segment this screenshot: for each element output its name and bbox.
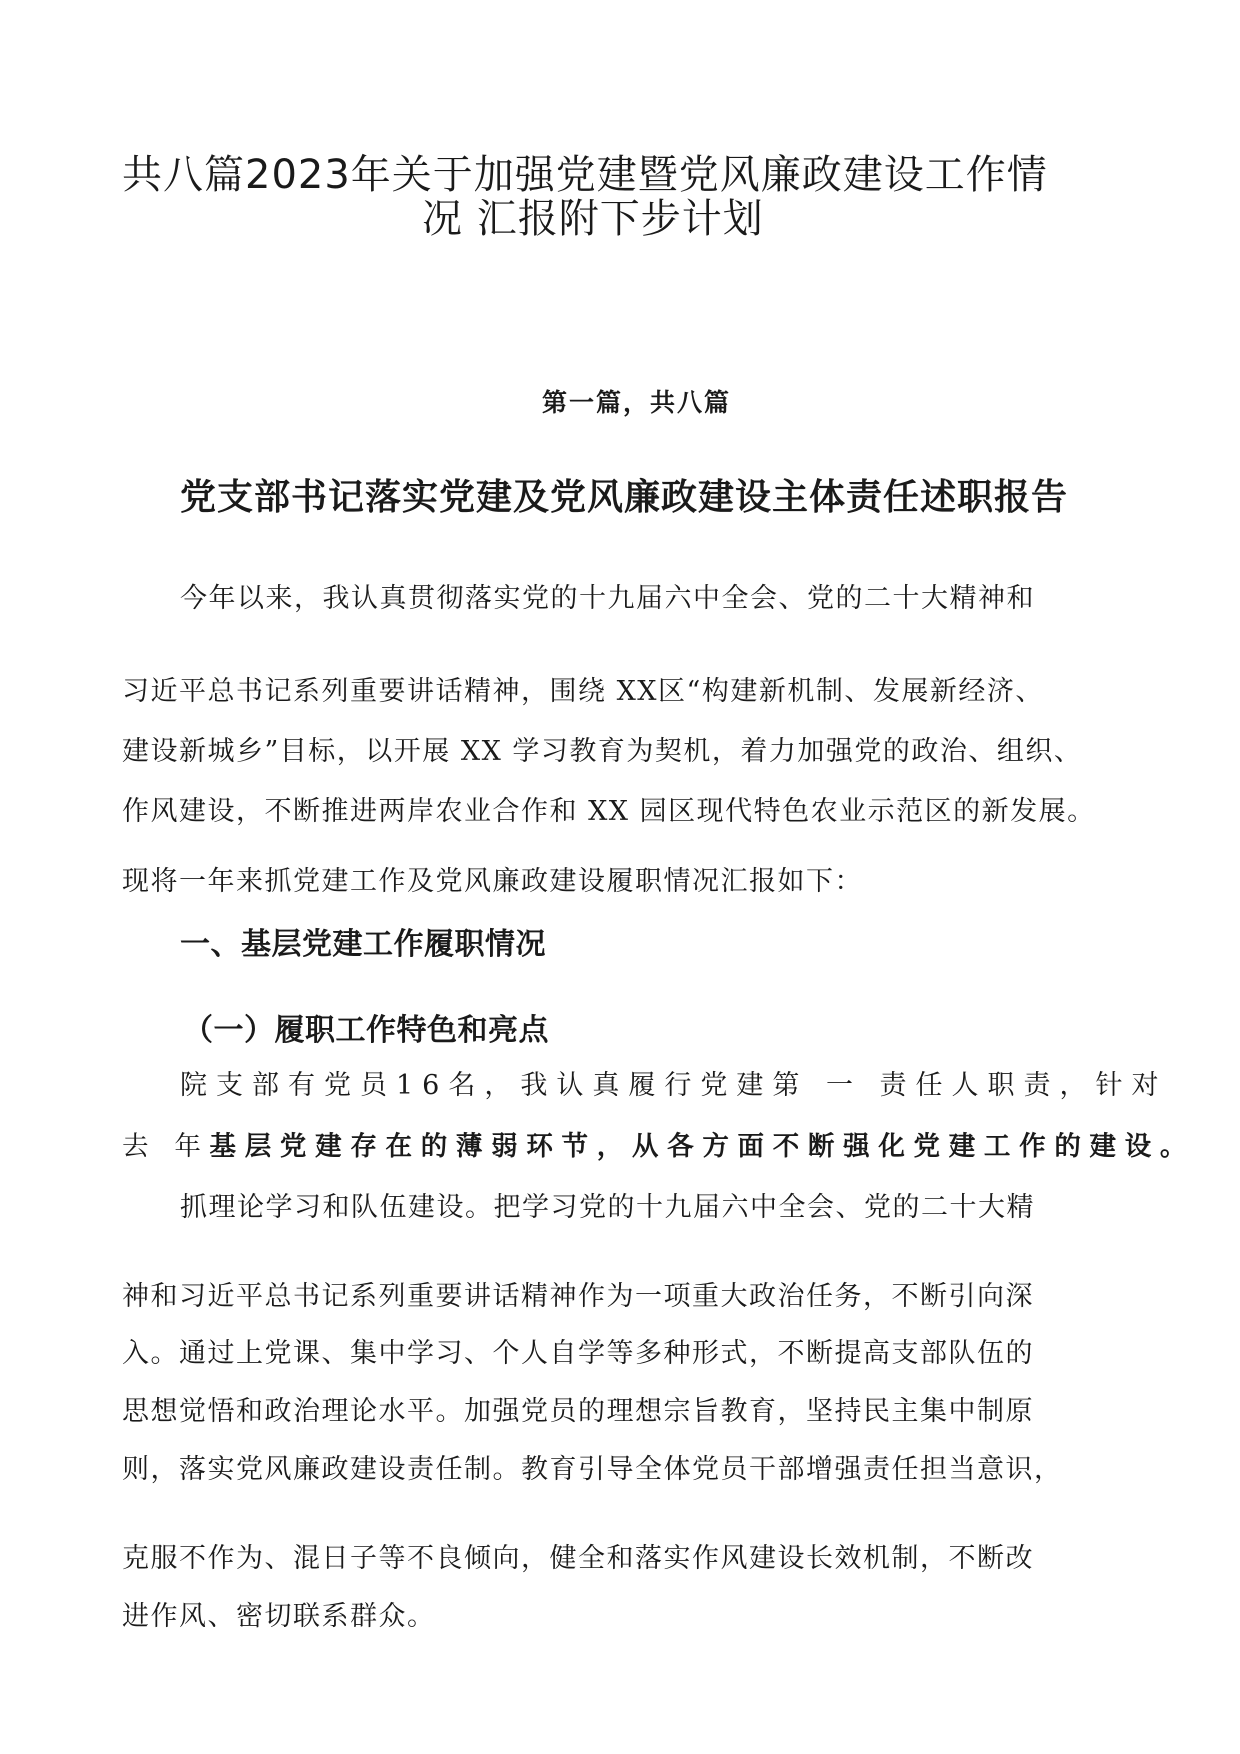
document-title-line-2: 况 汇报附下步计划 bbox=[422, 196, 764, 242]
section-heading: 一、基层党建工作履职情况 bbox=[180, 927, 546, 962]
subsection-heading: （一）履职工作特色和亮点 bbox=[183, 1013, 549, 1048]
para2-line-5: 则，落实党风廉政建设责任制。教育引导全体党员干部增强责任担当意识， bbox=[122, 1454, 1063, 1485]
intro-line-3: 建设新城乡”目标，以开展 XX 学习教育为契机，着力加强党的政治、组织、 bbox=[122, 736, 1083, 767]
report-title: 党支部书记落实党建及党风廉政建设主体责任述职报告 bbox=[180, 477, 1069, 518]
para2-line-6: 克服不作为、混日子等不良倾向，健全和落实作风建设长效机制，不断改 bbox=[122, 1543, 1034, 1574]
para2-line-1: 抓理论学习和队伍建设。把学习党的十九届六中全会、党的二十大精 bbox=[180, 1192, 1035, 1223]
para2-line-7: 进作风、密切联系群众。 bbox=[122, 1601, 436, 1632]
para1-line-2 bbox=[122, 1131, 1196, 1162]
para2-line-4: 思想觉悟和政治理论水平。加强党员的理想宗旨教育，坚持民主集中制原 bbox=[122, 1396, 1034, 1427]
intro-line-5: 现将一年来抓党建工作及党风廉政建设履职情况汇报如下： bbox=[122, 866, 863, 897]
intro-line-1: 今年以来，我认真贯彻落实党的十九届六中全会、党的二十大精神和 bbox=[180, 583, 1035, 614]
para2-line-2: 神和习近平总书记系列重要讲话精神作为一项重大政治任务，不断引向深 bbox=[122, 1281, 1034, 1312]
intro-line-4: 作风建设，不断推进两岸农业合作和 XX 园区现代特色农业示范区的新发展。 bbox=[122, 796, 1096, 827]
part-label: 第一篇，共八篇 bbox=[542, 388, 732, 417]
para1-line-1: 院支部有党员16名，我认真履行党建第 一 责任人职责，针对 bbox=[180, 1070, 1168, 1101]
para1-line-2-bold: 基层党建存在的薄弱环节，从各方面不断强化党建工作的建设。 bbox=[209, 1131, 1196, 1162]
para1-line-2-normal: 去 年 bbox=[122, 1131, 210, 1162]
intro-line-2: 习近平总书记系列重要讲话精神，围绕 XX区“构建新机制、发展新经济、 bbox=[122, 676, 1044, 707]
document-title-line-1: 共八篇2023年关于加强党建暨党风廉政建设工作情 bbox=[122, 152, 1048, 198]
para2-line-3: 入。通过上党课、集中学习、个人自学等多种形式，不断提高支部队伍的 bbox=[122, 1338, 1034, 1369]
